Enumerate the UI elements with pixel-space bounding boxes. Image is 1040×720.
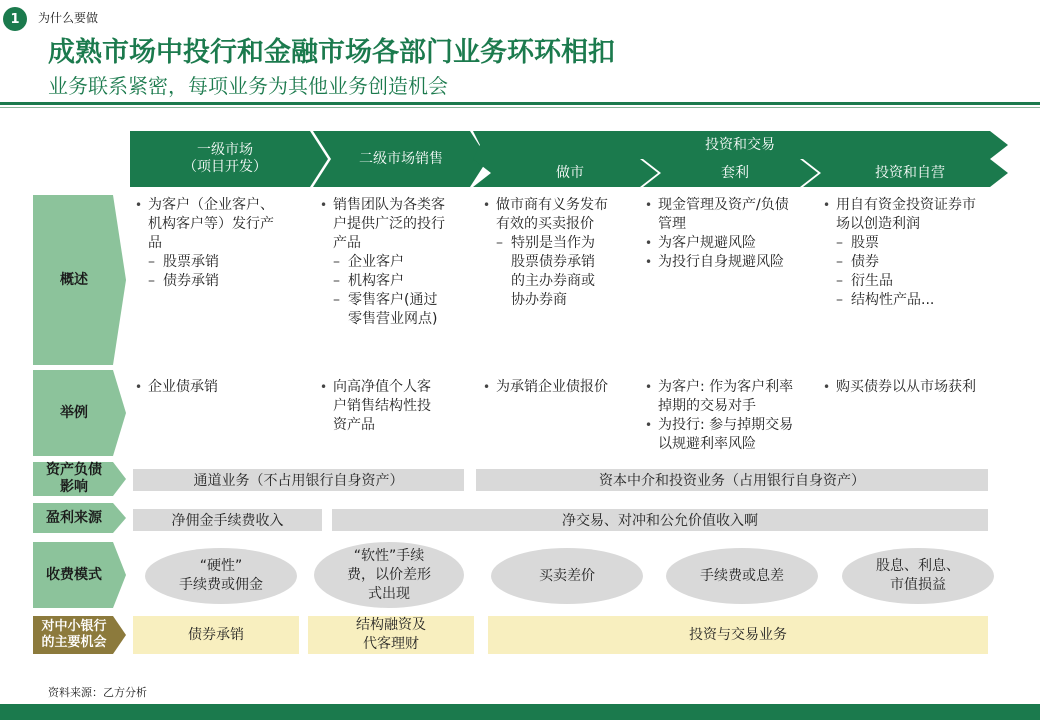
fee-dividend-l2: 市值损益: [890, 577, 946, 593]
step-badge: 1: [3, 7, 27, 31]
example-primary: [133, 378, 313, 397]
list-item: • 销售团队为各类客 户提供广泛的投行 产品: [318, 196, 478, 253]
balance-capital-band: 资本中介和投资业务（占用银行自身资产）: [476, 469, 988, 491]
opportunity-investment-trading: [488, 616, 988, 654]
profit-commission-band: 净佣金手续费收入: [133, 509, 322, 531]
fee-soft-l1: “软性”手续: [353, 547, 425, 564]
list-item: • 为投行自身规避风险: [643, 253, 818, 272]
col-secondary-title: 二级市场销售: [359, 150, 443, 167]
fee-spread-ellipse: [491, 548, 643, 604]
col-arbitrage-title: 套利: [721, 164, 749, 181]
overview-primary: [133, 196, 313, 291]
row-label-balance-l2: 影响: [60, 479, 88, 495]
col-invest-group-title: 投资和交易: [705, 136, 775, 153]
fee-spread-label: 买卖差价: [539, 567, 595, 584]
opportunity-structured-l2: 代客理财: [363, 636, 419, 652]
opportunity-bond-underwriting: [133, 616, 299, 654]
col-secondary-header: [330, 131, 472, 187]
opportunity-bond-label: 债券承销: [188, 626, 244, 643]
row-label-balance-l1: 资产负债: [46, 462, 102, 478]
list-item: – 特别是当作为 股票债券承销 的主办券商或 协办券商: [481, 234, 646, 310]
bottom-bar: [0, 704, 1040, 720]
row-label-opportunity-l2: 的主要机会: [41, 635, 107, 650]
balance-channel-band: 通道业务（不占用银行自身资产）: [133, 469, 464, 491]
profit-trading-band: 净交易、对冲和公允价值收入啊: [332, 509, 988, 531]
fee-hard-ellipse: [145, 548, 297, 604]
overview-secondary: [318, 196, 478, 329]
list-item: • 为投行: 参与掉期交易 以规避利率风险: [643, 416, 821, 454]
fee-soft-l2: 费，以价差形: [347, 566, 431, 583]
fee-dividend-l1: 股息、利息、: [876, 558, 960, 574]
fee-dividend-ellipse: [842, 548, 994, 604]
example-secondary: [318, 378, 478, 435]
list-item: • 为承销企业债报价: [481, 378, 646, 397]
list-item: – 衍生品: [821, 272, 1026, 291]
list-item: – 机构客户: [318, 272, 478, 291]
col-invest-self-title: 投资和自营: [875, 164, 945, 181]
list-item: • 向高净值个人客 户销售结构性投 资产品: [318, 378, 478, 435]
list-item: • 用自有资金投资证券市 场以创造利润: [821, 196, 1026, 234]
opportunity-structured-finance: [308, 616, 474, 654]
list-item: – 股票: [821, 234, 1026, 253]
fee-interest-label: 手续费或息差: [700, 567, 784, 584]
pretitle: 为什么要做: [38, 11, 99, 25]
list-item: • 购买债券以从市场获利: [821, 378, 1031, 397]
col-primary-subtitle: （项目开发）: [183, 159, 267, 175]
opportunity-structured-l1: 结构融资及: [356, 617, 426, 633]
example-arbitrage: [643, 378, 821, 454]
row-label-balance: [33, 462, 115, 496]
list-item: – 企业客户: [318, 253, 478, 272]
fee-interest-ellipse: [666, 548, 818, 604]
list-item: • 为客户（企业客户、 机构客户等）发行产 品: [133, 196, 313, 253]
list-item: – 结构性产品...: [821, 291, 1026, 310]
example-market-making: [481, 378, 646, 397]
row-label-opportunity: [33, 616, 115, 654]
page-title: 成熟市场中投行和金融市场各部门业务环环相扣: [48, 37, 615, 68]
row-label-opportunity-l1: 对中小银行: [41, 619, 107, 634]
list-item: – 零售客户(通过 零售营业网点): [318, 291, 478, 329]
list-item: • 做市商有义务发布 有效的买卖报价: [481, 196, 646, 234]
col-market-making-header: [490, 159, 650, 187]
opportunity-investment-label: 投资与交易业务: [689, 626, 787, 643]
overview-invest-self: [821, 196, 1026, 310]
list-item: • 为客户: 作为客户利率 掉期的交易对手: [643, 378, 821, 416]
col-invest-self-header: [820, 159, 1000, 187]
page-subtitle: 业务联系紧密，每项业务为其他业务创造机会: [48, 74, 448, 98]
row-label-overview: 概述: [60, 271, 88, 288]
list-item: • 为客户规避风险: [643, 234, 818, 253]
fee-hard-l2: 手续费或佣金: [179, 577, 263, 593]
col-primary-title: 一级市场: [197, 142, 253, 158]
list-item: • 企业债承销: [133, 378, 313, 397]
row-label-example: 举例: [60, 404, 88, 421]
overview-market-making: [481, 196, 646, 310]
fee-soft-l3: 式出现: [368, 585, 410, 602]
col-invest-group-header: [480, 131, 1000, 159]
fee-soft-ellipse: [314, 542, 464, 608]
row-label-fee: 收费模式: [46, 566, 102, 583]
overview-arbitrage: [643, 196, 818, 272]
list-item: – 股票承销: [133, 253, 313, 272]
col-primary-header: [140, 131, 310, 187]
col-market-making-title: 做市: [556, 164, 584, 181]
source-note: 资料来源：乙方分析: [48, 686, 147, 699]
row-label-profit: 盈利来源: [46, 509, 102, 526]
example-invest-self: [821, 378, 1031, 397]
list-item: – 债券: [821, 253, 1026, 272]
list-item: – 债券承销: [133, 272, 313, 291]
fee-hard-l1: “硬性”: [199, 558, 243, 574]
list-item: • 现金管理及资产/负债 管理: [643, 196, 818, 234]
col-arbitrage-header: [660, 159, 810, 187]
